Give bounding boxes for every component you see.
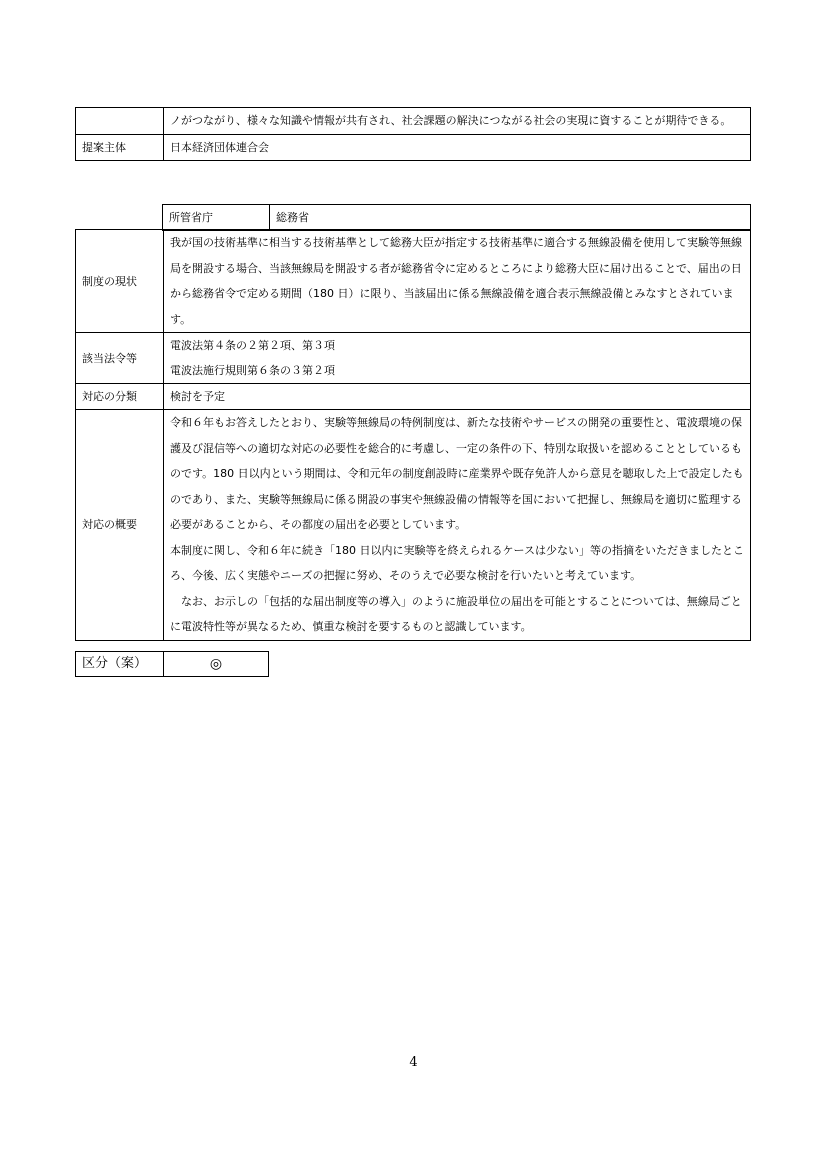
related-law-label: 該当法令等 <box>76 333 164 384</box>
ministry-value: 総務省 <box>270 205 751 231</box>
response-category-value: 検討を予定 <box>164 384 751 410</box>
ministry-label: 所管省庁 <box>163 205 270 231</box>
response-summary-label: 対応の概要 <box>76 410 164 641</box>
related-law-line: 電波法施行規則第６条の３第２項 <box>170 364 335 377</box>
proposal-table <box>75 107 751 161</box>
current-status-label: 制度の現状 <box>76 230 164 333</box>
related-law-cell <box>164 333 751 384</box>
response-category-label: 対応の分類 <box>76 384 164 410</box>
classification-table <box>75 651 269 677</box>
table-row <box>76 230 751 333</box>
summary-paragraph: 本制度に関し、令和６年に続き「180 日以内に実験等を終えられるケースは少ない」等の指摘をいただきましたところ、今後、広く実態やニーズの把握に努め、そのうえで必要な検討を行いたいと考えています。 <box>170 543 744 582</box>
table-row <box>76 108 751 135</box>
table-row <box>76 333 751 384</box>
table-row <box>76 384 751 410</box>
table-row <box>76 134 751 160</box>
page-number: 4 <box>409 1055 418 1070</box>
proposer-label: 提案主体 <box>76 134 164 160</box>
ministry-table <box>162 204 751 231</box>
summary-paragraph: 令和６年もお答えしたとおり、実験等無線局の特例制度は、新たな技術やサービスの開発の重要性と、電波環境の保護及び混信等への適切な対応の必要性を総合的に考慮し、一定の条件の下、特別な取扱いを認めることとしているものです。180 日以内という期間は、令和元年の制度創設時に産業界や既存免許人から意見を聴取した上で設定したものであり、また、実験等無線局に係る開設の事実や無線設備の情報等を国において把握し、無線局を適切に監理する必要があることから、その都度の届出を必要としています。 <box>170 416 744 531</box>
related-law-line: 電波法第４条の２第２項、第３項 <box>170 339 335 352</box>
classification-label: 区分（案） <box>76 652 164 677</box>
table-row <box>76 410 751 641</box>
proposer-value: 日本経済団体連合会 <box>164 134 751 160</box>
table-row <box>163 205 751 231</box>
classification-mark: ◎ <box>164 652 269 677</box>
response-table <box>75 229 751 641</box>
table-row <box>76 652 269 677</box>
proposal-continued-text: ノがつながり、様々な知識や情報が共有され、社会課題の解決につながる社会の実現に資することが期待できる。 <box>164 108 751 135</box>
empty-label-cell <box>76 108 164 135</box>
response-summary-cell <box>164 410 751 641</box>
summary-paragraph: なお、お示しの「包括的な届出制度等の導入」のように施設単位の届出を可能とすることについては、無線局ごとに電波特性等が異なるため、慎重な検討を要するものと認識しています。 <box>170 594 742 633</box>
current-status-text: 我が国の技術基準に相当する技術基準として総務大臣が指定する技術基準に適合する無線設備を使用して実験等無線局を開設する場合、当該無線局を開設する者が総務省令に定めるところにより総務大臣に届け出ることで、届出の日から総務省令で定める期間（180 日）に限り、当該届出に係る無線設備を適合表示無線設備とみなすとされています。 <box>164 230 751 333</box>
